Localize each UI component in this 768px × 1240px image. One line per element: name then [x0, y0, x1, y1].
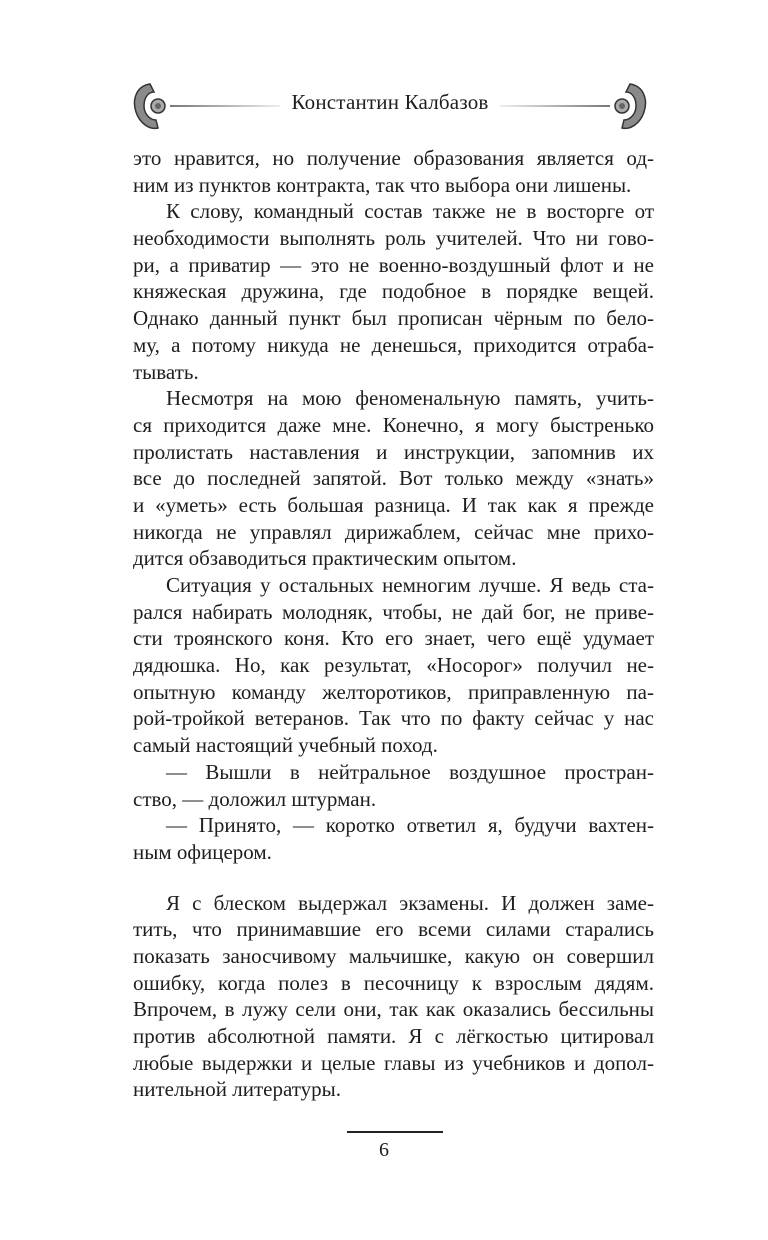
text-line: сти троянского коня. Кто его знает, чего ещё удумает — [133, 626, 654, 651]
page-number: 6 — [379, 1139, 389, 1161]
text-line: — Вышли в нейтральное воздушное простран- — [166, 759, 654, 784]
text-line: Ситуация у остальных немногим лучше. Я ведь ста- — [166, 573, 654, 597]
text-line: К слову, командный состав также не в восторге от — [166, 199, 654, 224]
paragraph — [133, 198, 654, 385]
text-line: ным офицером. — [133, 839, 272, 864]
text-line: Впрочем, в лужу сели они, так как оказались бессильны — [133, 997, 654, 1022]
text-line: никогда не управлял дирижаблем, сейчас мне прихо- — [133, 519, 654, 544]
text-line: пролистать наставления и инструкции, запомнив их — [133, 439, 654, 464]
section-break — [133, 866, 654, 890]
text-line: нительной литературы. — [133, 1077, 342, 1102]
text-line: дядюшка. Но, как результат, «Носорог» получил не- — [133, 653, 654, 678]
text-line: му, а потому никуда не денешься, приходится отраба- — [133, 332, 654, 357]
text-line: дится обзаводиться практическим опытом. — [133, 546, 517, 571]
text-line: Несмотря на мою феноменальную память, учить- — [166, 386, 654, 411]
text-line: ство, — доложил штурман. — [133, 786, 377, 811]
text-line: ри, а приватир — это не военно-воздушный флот и не — [133, 252, 654, 277]
text-line: княжеская дружина, где подобное в порядке вещей. — [133, 279, 654, 304]
running-header — [120, 70, 660, 140]
text-line: и «уметь» есть большая разница. И так как я прежде — [133, 492, 654, 517]
paragraph — [133, 572, 654, 759]
text-line: самый настоящий учебный поход. — [133, 733, 438, 758]
text-line: рался набирать молодняк, чтобы, не дай бог, не приве- — [133, 599, 654, 624]
text-line: опытную команду желторотиков, приправленную па- — [133, 679, 654, 704]
page-header-author: Константин Калбазов — [291, 90, 489, 114]
text-line: против абсолютной памяти. Я с лёгкостью цитировал — [133, 1024, 654, 1048]
text-line: Однако данный пункт был прописан чёрным по бело- — [133, 306, 654, 331]
text-line: ним из пунктов контракта, так что выбора они лишены. — [133, 172, 632, 197]
paragraph — [133, 145, 654, 198]
text-line: Я с блеском выдержал экзамены. И должен заме- — [166, 890, 654, 915]
text-line: любые выдержки и целые главы из учебников и допол- — [133, 1050, 654, 1075]
body-text — [133, 145, 654, 1103]
paragraph — [133, 890, 654, 1104]
text-line: необходимости выполнять роль учителей. Что ни гово- — [133, 226, 654, 251]
footer-rule — [347, 1131, 443, 1133]
text-line: рой-тройкой ветеранов. Так что по факту сейчас у нас — [133, 706, 654, 731]
text-line: показать заносчивому мальчишке, какую он совершил — [133, 943, 654, 968]
paragraph — [133, 759, 654, 812]
paragraph — [133, 812, 654, 865]
text-line: ошибку, когда полез в песочницу к взрослым дядям. — [133, 970, 654, 995]
text-line: это нравится, но получение образования является од- — [133, 146, 654, 170]
text-line: тить, что принимавшие его всеми силами старались — [133, 917, 654, 942]
text-line: ся приходится даже мне. Конечно, я могу быстренько — [133, 412, 654, 437]
text-line: тывать. — [133, 359, 199, 384]
text-line: — Принято, — коротко ответил я, будучи вахтен- — [166, 813, 654, 838]
paragraph — [133, 385, 654, 572]
ornament-hook-icon — [592, 78, 652, 134]
text-line: все до последней запятой. Вот только между «знать» — [133, 466, 654, 491]
